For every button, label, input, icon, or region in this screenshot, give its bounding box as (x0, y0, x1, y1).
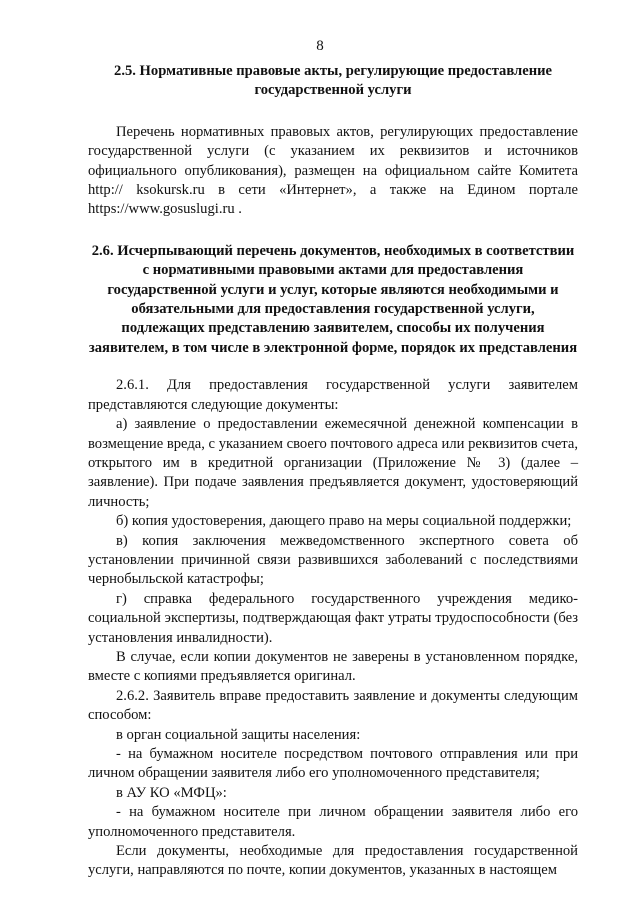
section-2-6-heading: 2.6. Исчерпывающий перечень документов, необходимых в соответствии с нормативными правовыми актами для предоставления государственной услуги и услуг, которые являются необходимыми и обязательными для предоставления государственной услуги, подлежащих представлению заявителем, способы их получения заявителем, в том числе в электронной форме, порядок их представления (88, 242, 578, 356)
social-protection-method: - на бумажном носителе посредством почтового отправления или при личном обращении заявителя либо его уполномоченного представителя; (88, 746, 578, 782)
mfc-label: в АУ КО «МФЦ»: (116, 784, 227, 801)
item-g: г) справка федерального государственного учреждения медико-социальной экспертизы, подтверждающая факт утраты трудоспособности (без установления инвалидности). (88, 590, 578, 646)
social-protection-label: в орган социальной защиты населения: (116, 726, 361, 743)
paragraph-2-6-2: 2.6.2. Заявитель вправе предоставить заявление и документы следующим способом: (88, 687, 578, 724)
item-b: б) копия удостоверения, дающего право на меры социальной поддержки; (116, 513, 572, 530)
item-v: в) копия заключения межведомственного экспертного совета об установлении причинной связи развившихся заболеваний с последствиями чернобыльской катастрофы; (88, 532, 578, 588)
item-a: а) заявление о предоставлении ежемесячной денежной компенсации в возмещение вреда, с указанием своего почтового адреса или реквизитов счета, открытого им в кредитной организации (Приложение № 3) (далее – заявление). При подаче заявления предъявляется документ, удостоверяющий личность; (88, 416, 578, 510)
page-number: 8 (316, 38, 324, 54)
document-body (88, 62, 578, 881)
section-2-5-paragraph: Перечень нормативных правовых актов, регулирующих предоставление государственной услуги (с указанием их реквизитов и источников официального опубликования), размещен на официальном сайте Комитета http:// ksokursk.ru в сети «Интернет», а также на Едином портале https://www.gosuslugi.ru . (88, 123, 578, 218)
mfc-method: - на бумажном носителе при личном обращении заявителя либо его уполномоченного представителя. (88, 804, 578, 840)
paragraph-2-6-1: 2.6.1. Для предоставления государственной услуги заявителем представляются следующие документы: (88, 377, 578, 413)
copies-note: В случае, если копии документов не заверены в установленном порядке, вместе с копиями предъявляется оригинал. (88, 648, 578, 685)
section-2-5-heading: 2.5. Нормативные правовые акты, регулирующие предоставление государственной услуги (114, 63, 552, 99)
mail-note: Если документы, необходимые для предоставления государственной услуги, направляются по почте, копии документов, указанных в настоящем (88, 843, 578, 879)
